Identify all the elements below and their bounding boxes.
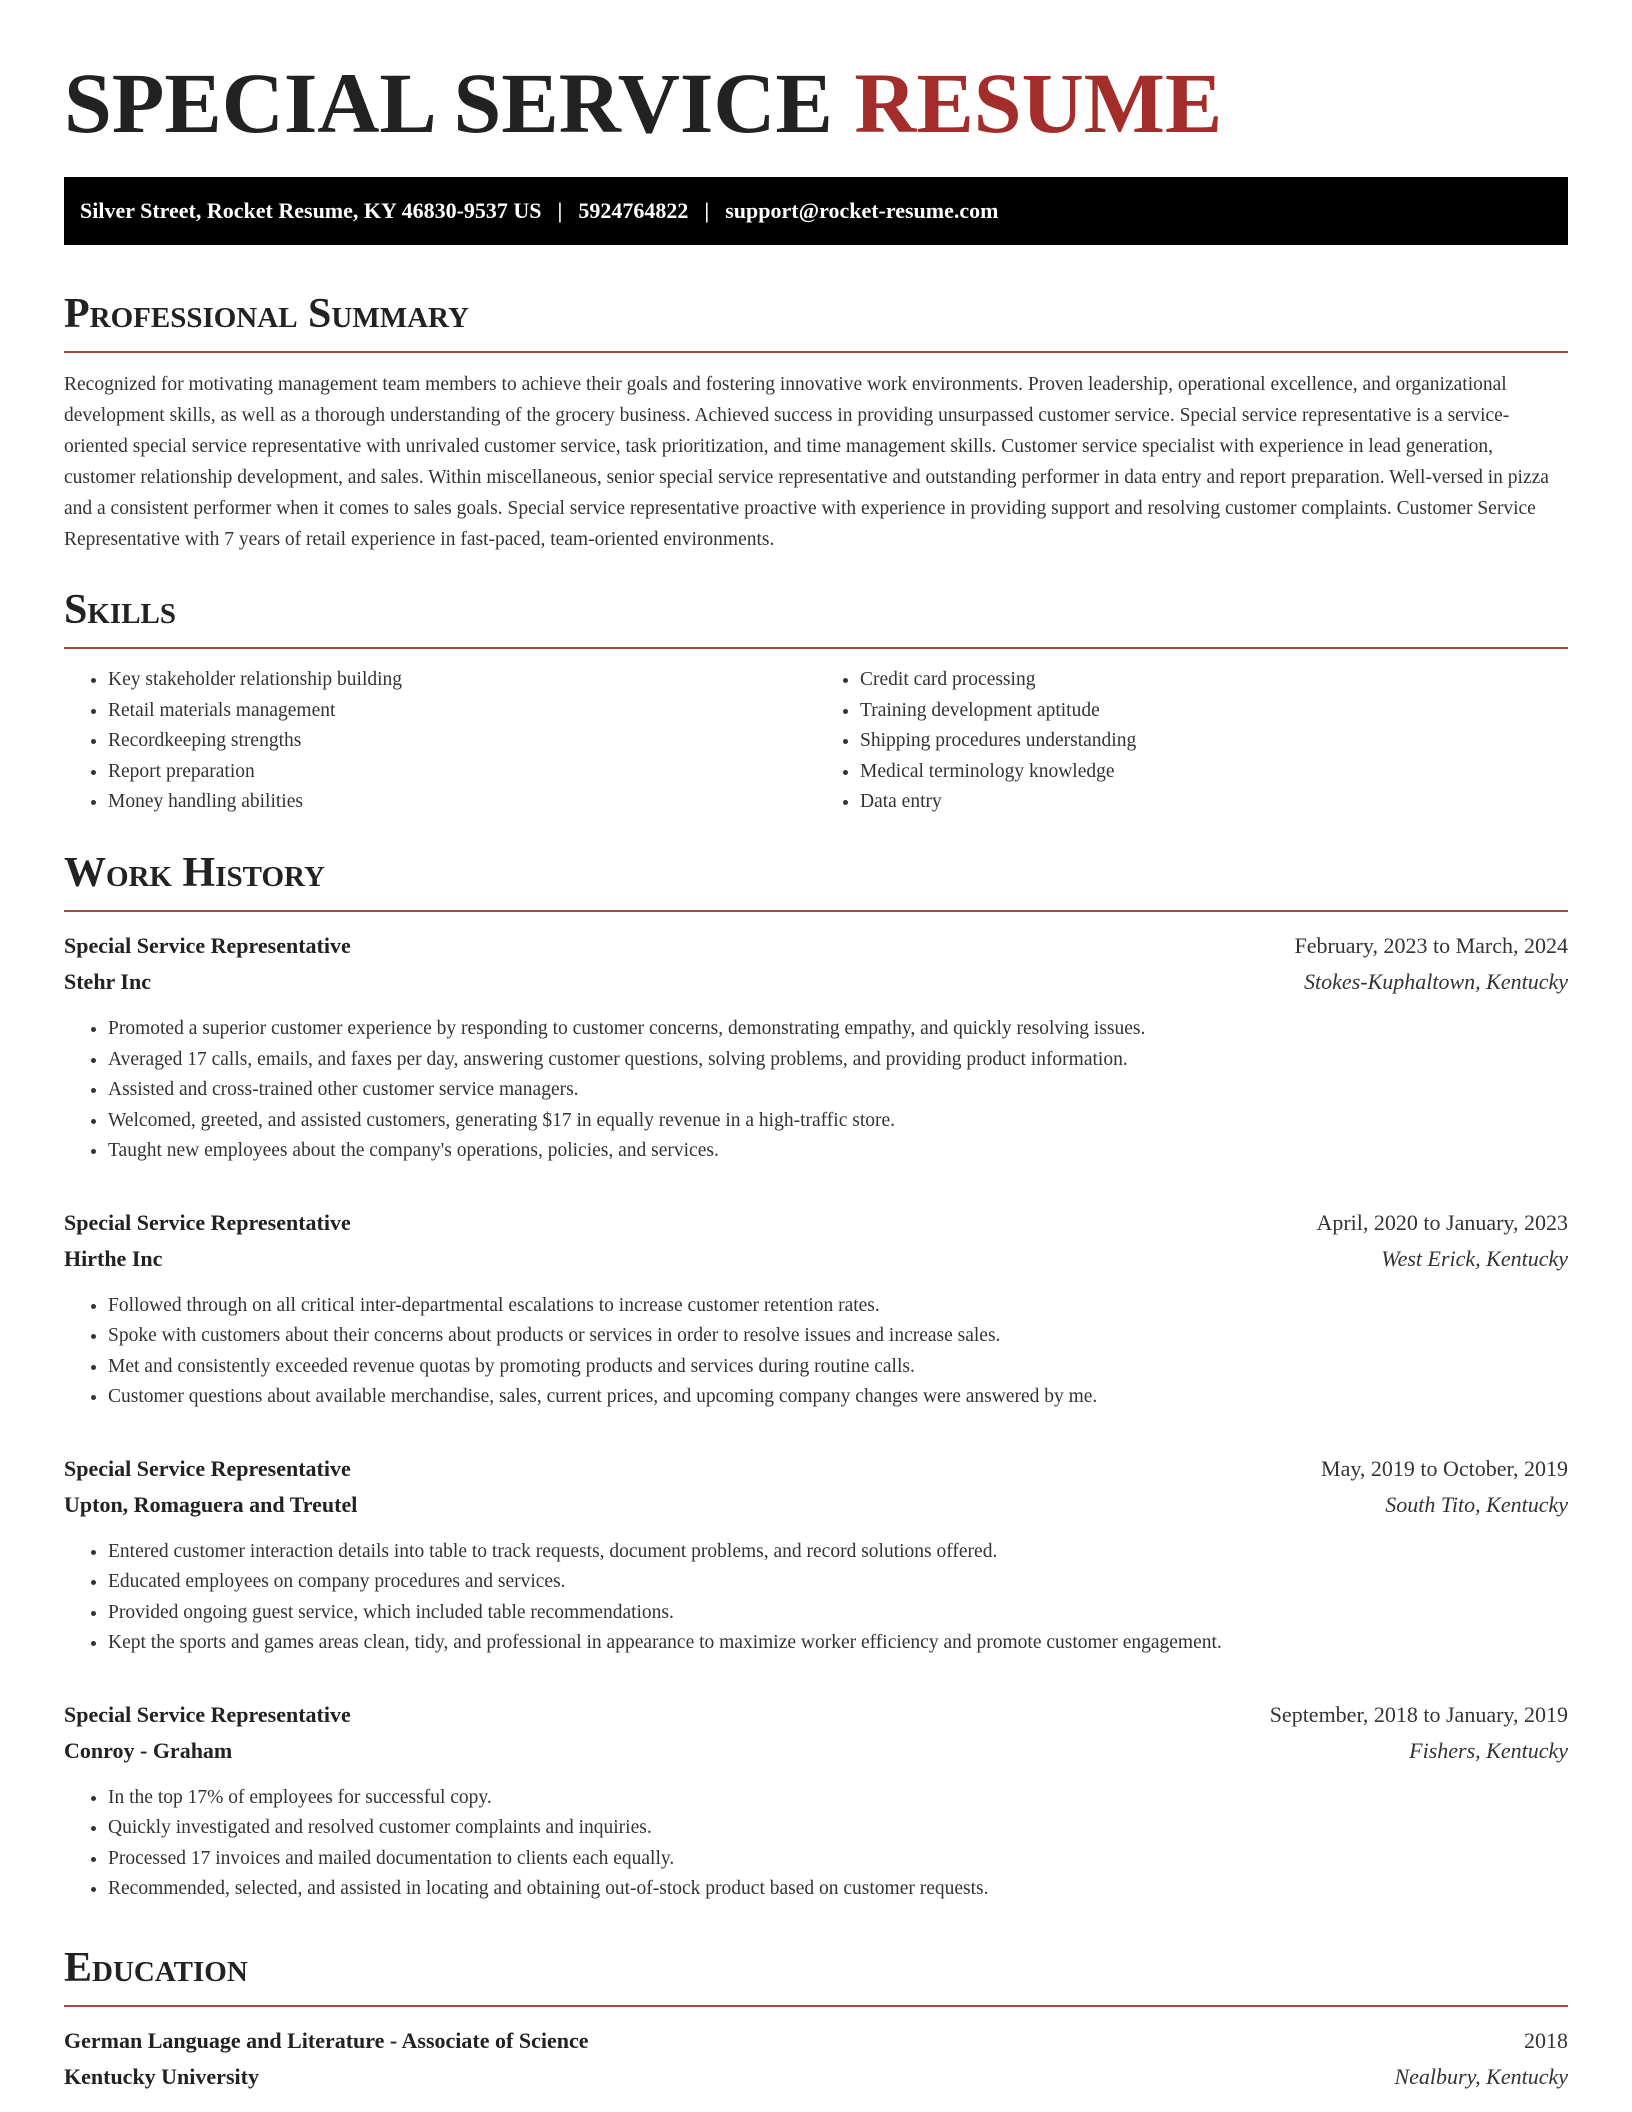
- summary-section: [64, 289, 1568, 555]
- title-accent: RESUME: [854, 55, 1223, 151]
- section-heading-skills: Skills: [64, 586, 177, 633]
- job-bullet: • Quickly investigated and resolved customer complaints and inquiries.: [108, 1813, 1568, 1844]
- job-bullet: • In the top 17% of employees for successful copy.: [108, 1783, 1568, 1814]
- job-bullet: • Customer questions about available merchandise, sales, current prices, and upcoming company changes were answered by me.: [108, 1382, 1568, 1413]
- education-degree: German Language and Literature - Associate of Science: [64, 2028, 589, 2054]
- skills-column-right: [816, 665, 1568, 818]
- job-company: Hirthe Inc: [64, 1245, 163, 1271]
- section-heading-work: Work History: [64, 849, 325, 896]
- job-header-row: [64, 1697, 1568, 1733]
- job-company-row: [64, 1241, 1568, 1277]
- job-bullet: • Promoted a superior customer experience by responding to customer concerns, demonstrating empathy, and quickly resolving issues.: [108, 1014, 1568, 1045]
- job-location: South Tito, Kentucky: [1385, 1491, 1568, 1517]
- contact-bar: [64, 177, 1568, 245]
- skill-item: • Report preparation: [108, 757, 816, 788]
- job-location: Stokes-Kuphaltown, Kentucky: [1304, 969, 1568, 995]
- skill-item: • Medical terminology knowledge: [860, 757, 1568, 788]
- job-title: Special Service Representative: [64, 1209, 351, 1235]
- job-company: Conroy - Graham: [64, 1737, 233, 1763]
- education-section: [64, 1943, 1568, 2095]
- education-school: Kentucky University: [64, 2064, 259, 2090]
- job-company-row: [64, 964, 1568, 1000]
- section-heading-summary: Professional Summary: [64, 290, 469, 337]
- education-location: Nealbury, Kentucky: [1394, 2064, 1568, 2090]
- job-location: Fishers, Kentucky: [1409, 1737, 1568, 1763]
- job-bullet: • Spoke with customers about their concerns about products or services in order to resolve issues and increase sales.: [108, 1321, 1568, 1352]
- section-divider: [64, 647, 1568, 649]
- job-title: Special Service Representative: [64, 1455, 351, 1481]
- section-divider: [64, 910, 1568, 912]
- skill-item: • Key stakeholder relationship building: [108, 665, 816, 696]
- job-dates: May, 2019 to October, 2019: [1321, 1455, 1568, 1481]
- skill-item: • Money handling abilities: [108, 787, 816, 818]
- job-bullet: • Recommended, selected, and assisted in locating and obtaining out-of-stock product based on customer requests.: [108, 1874, 1568, 1905]
- skill-item: • Recordkeeping strengths: [108, 726, 816, 757]
- job-header-row: [64, 1451, 1568, 1487]
- contact-phone: 5924764822: [578, 197, 689, 223]
- skills-columns: [64, 665, 1568, 818]
- section-heading-education: Education: [64, 1944, 248, 1991]
- education-header-row: [64, 2023, 1568, 2059]
- job-company: Upton, Romaguera and Treutel: [64, 1491, 358, 1517]
- skills-section: [64, 585, 1568, 818]
- job-bullet: • Taught new employees about the company's operations, policies, and services.: [108, 1136, 1568, 1167]
- contact-address: Silver Street, Rocket Resume, KY 46830-9537 US: [80, 197, 542, 223]
- contact-separator: |: [704, 197, 710, 223]
- job-dates: April, 2020 to January, 2023: [1316, 1209, 1568, 1235]
- contact-separator: |: [557, 197, 563, 223]
- job-bullet: • Averaged 17 calls, emails, and faxes per day, answering customer questions, solving problems, and providing product information.: [108, 1045, 1568, 1076]
- resume-title: [64, 56, 1568, 151]
- job-bullet: • Welcomed, greeted, and assisted customers, generating $17 in equally revenue in a high-traffic store.: [108, 1106, 1568, 1137]
- job-bullets: [64, 1014, 1568, 1167]
- job-entry: [64, 928, 1568, 1167]
- job-header-row: [64, 1205, 1568, 1241]
- skill-item: • Training development aptitude: [860, 696, 1568, 727]
- job-bullet: • Processed 17 invoices and mailed documentation to clients each equally.: [108, 1844, 1568, 1875]
- job-title: Special Service Representative: [64, 1701, 351, 1727]
- job-bullet: • Assisted and cross-trained other customer service managers.: [108, 1075, 1568, 1106]
- skill-item: • Credit card processing: [860, 665, 1568, 696]
- job-entry: [64, 1205, 1568, 1413]
- job-location: West Erick, Kentucky: [1381, 1245, 1568, 1271]
- job-bullets: [64, 1783, 1568, 1905]
- education-school-row: [64, 2059, 1568, 2095]
- section-divider: [64, 351, 1568, 353]
- skills-column-left: [64, 665, 816, 818]
- job-company-row: [64, 1487, 1568, 1523]
- resume-content: [64, 56, 1568, 2095]
- job-header-row: [64, 928, 1568, 964]
- title-main: SPECIAL SERVICE: [64, 55, 833, 151]
- job-bullet: • Followed through on all critical inter-departmental escalations to increase customer retention rates.: [108, 1291, 1568, 1322]
- job-dates: February, 2023 to March, 2024: [1294, 933, 1568, 959]
- skill-item: • Shipping procedures understanding: [860, 726, 1568, 757]
- contact-email: support@rocket-resume.com: [725, 197, 999, 223]
- job-entry: [64, 1451, 1568, 1659]
- skill-item: • Retail materials management: [108, 696, 816, 727]
- job-dates: September, 2018 to January, 2019: [1269, 1701, 1568, 1727]
- job-bullet: • Met and consistently exceeded revenue quotas by promoting products and services during routine calls.: [108, 1352, 1568, 1383]
- education-year: 2018: [1524, 2028, 1568, 2054]
- work-history-section: [64, 848, 1568, 1905]
- summary-text: Recognized for motivating management team members to achieve their goals and fostering innovative work environments. Proven leadership, operational excellence, and organizational development skills, as well as a thorough understanding of the grocery business. Achieved success in providing unsurpassed customer service. Special service representative is a service-oriented special service representative with unrivaled customer service, task prioritization, and time management skills. Customer service specialist with experience in lead generation, customer relationship development, and sales. Within miscellaneous, senior special service representative and outstanding performer in data entry and report preparation. Well-versed in pizza and a consistent performer when it comes to sales goals. Special service representative proactive with experience in providing support and resolving customer complaints. Customer Service Representative with 7 years of retail experience in fast-paced, team-oriented environments.: [64, 373, 1549, 550]
- job-entry: [64, 1697, 1568, 1905]
- job-bullets: [64, 1537, 1568, 1659]
- job-bullet: • Entered customer interaction details into table to track requests, document problems, and record solutions offered.: [108, 1537, 1568, 1568]
- job-bullets: [64, 1291, 1568, 1413]
- job-bullet: • Kept the sports and games areas clean, tidy, and professional in appearance to maximize worker efficiency and promote customer engagement.: [108, 1628, 1568, 1659]
- section-divider: [64, 2005, 1568, 2007]
- job-bullet: • Provided ongoing guest service, which included table recommendations.: [108, 1598, 1568, 1629]
- job-title: Special Service Representative: [64, 933, 351, 959]
- job-bullet: • Educated employees on company procedures and services.: [108, 1567, 1568, 1598]
- job-company-row: [64, 1733, 1568, 1769]
- skill-item: • Data entry: [860, 787, 1568, 818]
- job-company: Stehr Inc: [64, 969, 151, 995]
